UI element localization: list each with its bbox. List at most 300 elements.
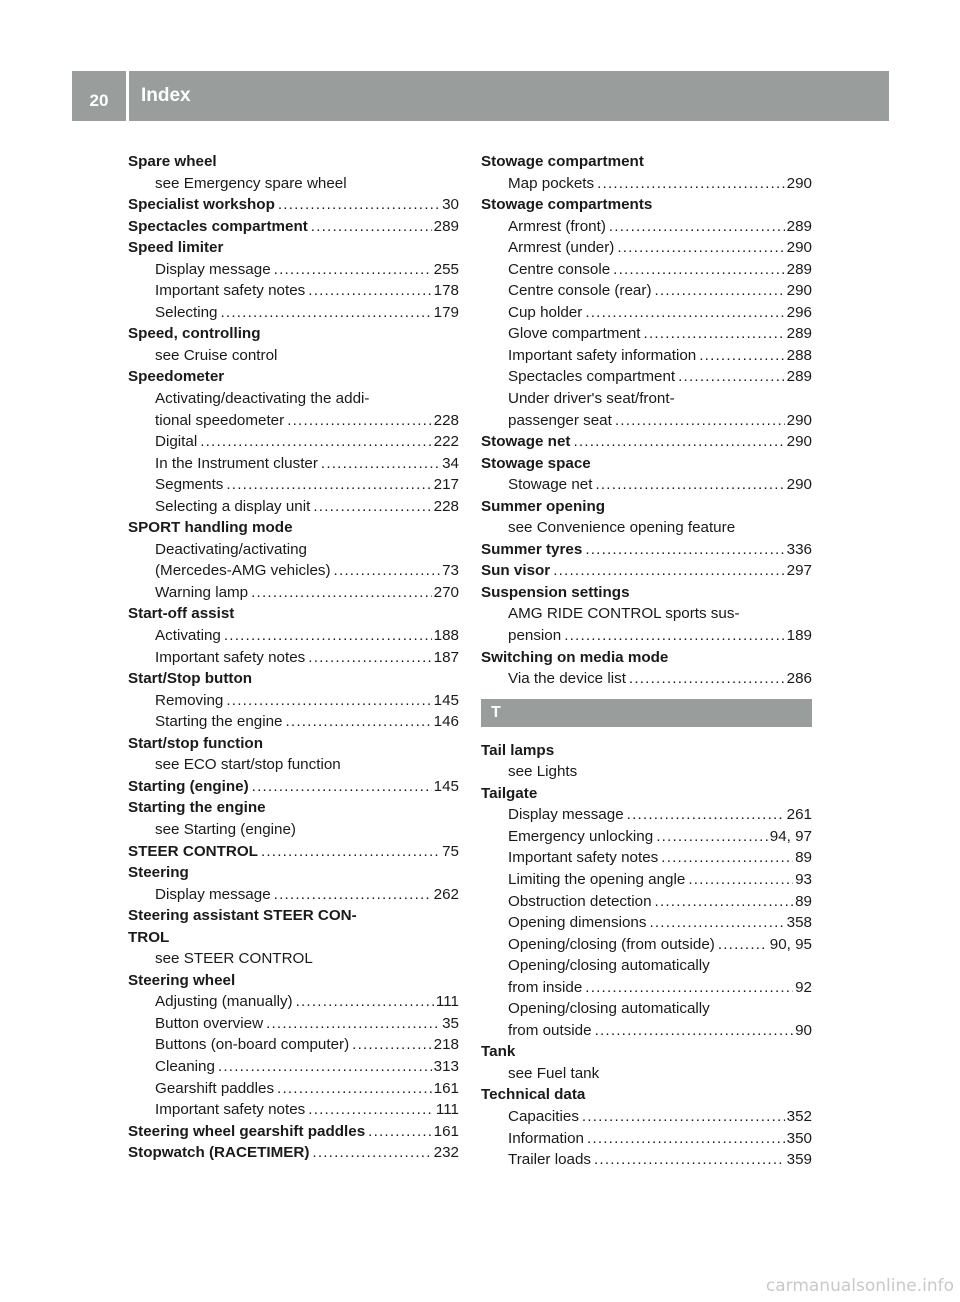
leader-dots (334, 560, 441, 582)
entry-label: Important safety information (508, 346, 697, 364)
index-entry (128, 1121, 459, 1143)
leader-dots (699, 345, 784, 367)
page-reference[interactable]: 89 (795, 892, 812, 910)
entry-label: SPORT handling mode (128, 519, 293, 537)
index-entry (128, 841, 459, 863)
entry-label: Gearshift paddles (155, 1079, 275, 1097)
page-reference[interactable]: 358 (786, 914, 812, 932)
page-reference[interactable]: 94, 97 (769, 827, 812, 845)
leader-dots (218, 1056, 432, 1078)
entry-label: Switching on media mode (481, 648, 669, 666)
entry-label: see STEER CONTROL (155, 950, 313, 968)
index-entry (481, 539, 812, 561)
page-reference[interactable]: 90 (795, 1021, 812, 1039)
page-reference[interactable]: 290 (786, 411, 812, 429)
leader-dots (655, 280, 785, 302)
index-subentry (128, 302, 459, 324)
index-subentry (481, 1020, 812, 1042)
leader-dots (251, 582, 432, 604)
leader-dots (252, 776, 432, 798)
page-reference[interactable]: 90, 95 (769, 935, 812, 953)
leader-dots (287, 410, 431, 432)
index-subentry (128, 582, 459, 604)
index-subentry (128, 388, 459, 410)
index-subentry (481, 847, 812, 869)
leader-dots (597, 173, 785, 195)
entry-label: see Starting (engine) (155, 820, 296, 838)
index-subentry (481, 1149, 812, 1171)
entry-label: Under driver's seat/front- (508, 390, 675, 408)
page-reference[interactable]: 352 (786, 1107, 812, 1125)
page-reference[interactable]: 289 (786, 325, 812, 343)
page-reference[interactable]: 161 (433, 1079, 459, 1097)
index-subentry (481, 517, 812, 539)
index-subentry (128, 496, 459, 518)
page-reference[interactable]: 30 (442, 196, 459, 214)
page-reference[interactable]: 289 (433, 217, 459, 235)
index-entry (128, 797, 459, 819)
entry-label: Stowage space (481, 454, 591, 472)
index-subentry (481, 173, 812, 195)
entry-label: Steering assistant STEER CON- (128, 907, 357, 925)
leader-dots (585, 302, 784, 324)
index-entry (128, 366, 459, 388)
page-reference[interactable]: 89 (795, 849, 812, 867)
entry-label: Specialist workshop (128, 196, 275, 214)
index-subentry (481, 259, 812, 281)
leader-dots (286, 711, 432, 733)
entry-label: Buttons (on-board computer) (155, 1036, 350, 1054)
index-entry (128, 905, 459, 927)
leader-dots (573, 431, 784, 453)
entry-label: STEER CONTROL (128, 842, 258, 860)
entry-label: Adjusting (manually) (155, 993, 293, 1011)
leader-dots (226, 690, 431, 712)
leader-dots (352, 1034, 431, 1056)
leader-dots (585, 539, 784, 561)
entry-label: see Fuel tank (508, 1064, 600, 1082)
page-reference[interactable]: 336 (786, 540, 812, 558)
index-entry (128, 603, 459, 625)
entry-label: Start/stop function (128, 734, 263, 752)
entry-label: AMG RIDE CONTROL sports sus- (508, 605, 740, 623)
index-entry (481, 194, 812, 216)
index-entry (128, 517, 459, 539)
leader-dots (582, 1106, 785, 1128)
leader-dots (649, 912, 784, 934)
index-entry (128, 151, 459, 173)
index-entry (128, 216, 459, 238)
entry-label: Opening dimensions (508, 914, 647, 932)
leader-dots (308, 1099, 434, 1121)
index-subentry (128, 474, 459, 496)
section-letter-heading: T (481, 699, 812, 727)
right-column-top (481, 151, 812, 690)
entry-label: Stowage net (508, 476, 593, 494)
index-subentry (481, 761, 812, 783)
index-subentry (128, 173, 459, 195)
leader-dots (266, 1013, 440, 1035)
page-reference[interactable]: 161 (433, 1122, 459, 1140)
entry-label: Spectacles compartment (128, 217, 308, 235)
index-entry (481, 740, 812, 762)
page-reference[interactable]: 350 (786, 1129, 812, 1147)
index-entry (128, 776, 459, 798)
page-reference[interactable]: 35 (442, 1014, 459, 1032)
leader-dots (311, 216, 432, 238)
entry-label: Suspension settings (481, 583, 630, 601)
page-reference[interactable]: 222 (433, 433, 459, 451)
index-subentry (128, 1034, 459, 1056)
index-entry (128, 927, 459, 949)
index-subentry (481, 216, 812, 238)
index-subentry (128, 453, 459, 475)
leader-dots (644, 323, 785, 345)
index-entry (481, 647, 812, 669)
page-reference[interactable]: 289 (786, 368, 812, 386)
index-subentry (481, 668, 812, 690)
entry-label: Activating (155, 627, 221, 645)
page-reference[interactable]: 261 (786, 806, 812, 824)
entry-label: Important safety notes (155, 282, 306, 300)
page-reference[interactable]: 111 (435, 1101, 459, 1119)
page-reference[interactable]: 359 (786, 1151, 812, 1169)
leader-dots (595, 1020, 794, 1042)
entry-label: from outside (508, 1021, 592, 1039)
page-reference[interactable]: 296 (786, 303, 812, 321)
entry-label: Opening/closing automatically (508, 1000, 710, 1018)
index-subentry (481, 804, 812, 826)
index-entry (128, 323, 459, 345)
leader-dots (629, 668, 785, 690)
entry-label: Display message (508, 806, 624, 824)
index-subentry (128, 690, 459, 712)
leader-dots (655, 891, 794, 913)
watermark: carmanualsonline.info (765, 1276, 954, 1296)
index-subentry (128, 259, 459, 281)
leader-dots (226, 474, 431, 496)
entry-label: Start-off assist (128, 605, 235, 623)
index-subentry (128, 754, 459, 776)
page-reference[interactable]: 290 (786, 174, 812, 192)
entry-label: Starting (engine) (128, 777, 249, 795)
index-subentry (128, 647, 459, 669)
index-subentry (481, 826, 812, 848)
entry-label: Cup holder (508, 303, 583, 321)
entry-label: Removing (155, 691, 224, 709)
page-number: 20 (89, 91, 109, 110)
entry-label: Speed limiter (128, 239, 224, 257)
page-reference[interactable]: 111 (435, 993, 459, 1011)
page-reference[interactable]: 145 (433, 777, 459, 795)
index-subentry (128, 345, 459, 367)
index-subentry (128, 280, 459, 302)
leader-dots (220, 302, 431, 324)
entry-label: Tail lamps (481, 741, 555, 759)
index-subentry (128, 948, 459, 970)
leader-dots (661, 847, 793, 869)
page-reference[interactable]: 228 (433, 411, 459, 429)
index-subentry (128, 539, 459, 561)
leader-dots (296, 991, 434, 1013)
index-subentry (128, 1078, 459, 1100)
index-subentry (481, 1128, 812, 1150)
entry-label: Display message (155, 885, 271, 903)
index-subentry (128, 1099, 459, 1121)
index-subentry (481, 1106, 812, 1128)
page-reference[interactable]: 178 (433, 282, 459, 300)
leader-dots (615, 410, 785, 432)
leader-dots (613, 259, 785, 281)
page-reference[interactable]: 290 (786, 476, 812, 494)
entry-label: Important safety notes (508, 849, 659, 867)
entry-label: Warning lamp (155, 583, 249, 601)
index-subentry (481, 998, 812, 1020)
entry-label: Capacities (508, 1107, 579, 1125)
page-reference[interactable]: 93 (795, 870, 812, 888)
index-entry (481, 496, 812, 518)
entry-label: Sun visor (481, 562, 551, 580)
leader-dots (617, 237, 784, 259)
entry-label: see Convenience opening feature (508, 519, 736, 537)
page-reference[interactable]: 255 (433, 260, 459, 278)
entry-label: Summer opening (481, 497, 606, 515)
page-reference[interactable]: 145 (433, 691, 459, 709)
leader-dots (313, 496, 431, 518)
entry-label: Segments (155, 476, 224, 494)
entry-label: Glove compartment (508, 325, 641, 343)
entry-label: Centre console (rear) (508, 282, 652, 300)
entry-label: Spare wheel (128, 153, 217, 170)
entry-label: TROL (128, 928, 170, 946)
index-entry (481, 1084, 812, 1106)
index-subentry (481, 934, 812, 956)
page-reference[interactable]: 228 (433, 497, 459, 515)
header-divider (126, 71, 129, 121)
index-subentry (481, 603, 812, 625)
leader-dots (718, 934, 768, 956)
index-entry (481, 582, 812, 604)
entry-label: Speedometer (128, 368, 225, 386)
page-reference[interactable]: 297 (786, 562, 812, 580)
page-reference[interactable]: 313 (433, 1057, 459, 1075)
leader-dots (321, 453, 440, 475)
leader-dots (308, 647, 431, 669)
index-subentry (128, 991, 459, 1013)
page-reference[interactable]: 218 (433, 1036, 459, 1054)
index-subentry (128, 410, 459, 432)
index-subentry (481, 237, 812, 259)
page-title: Index (141, 85, 191, 106)
entry-label: Trailer loads (508, 1151, 591, 1169)
leader-dots (553, 560, 784, 582)
page-reference[interactable]: 270 (433, 583, 459, 601)
entry-label: Steering (128, 864, 189, 882)
entry-label: Spectacles compartment (508, 368, 676, 386)
page-reference[interactable]: 290 (786, 433, 812, 451)
entry-label: Activating/deactivating the addi- (155, 390, 370, 408)
leader-dots (678, 366, 785, 388)
leader-dots (656, 826, 768, 848)
leader-dots (587, 1128, 785, 1150)
page-reference[interactable]: 73 (442, 562, 459, 580)
index-entry (481, 453, 812, 475)
index-subentry (481, 912, 812, 934)
entry-label: Display message (155, 260, 271, 278)
entry-label: Emergency unlocking (508, 827, 654, 845)
entry-label: Armrest (front) (508, 217, 606, 235)
index-entry (481, 1041, 812, 1063)
index-subentry (481, 323, 812, 345)
page-reference[interactable]: 179 (433, 303, 459, 321)
leader-dots (278, 194, 440, 216)
index-entry (128, 668, 459, 690)
index-subentry (481, 474, 812, 496)
index-subentry (481, 366, 812, 388)
entry-label: see Cruise control (155, 346, 278, 364)
entry-label: In the Instrument cluster (155, 454, 318, 472)
leader-dots (312, 1142, 431, 1164)
index-entry (128, 862, 459, 884)
index-subentry (128, 819, 459, 841)
entry-label: Important safety notes (155, 648, 306, 666)
page-reference[interactable]: 92 (795, 978, 812, 996)
leader-dots (308, 280, 431, 302)
page-reference[interactable]: 286 (786, 670, 812, 688)
index-subentry (481, 955, 812, 977)
page-reference[interactable]: 290 (786, 239, 812, 257)
entry-label: Map pockets (508, 174, 595, 192)
page-reference[interactable]: 262 (433, 885, 459, 903)
index-subentry (128, 431, 459, 453)
leader-dots (627, 804, 785, 826)
index-subentry (481, 625, 812, 647)
leader-dots (564, 625, 784, 647)
entry-label: Summer tyres (481, 540, 583, 558)
leader-dots (261, 841, 440, 863)
entry-label: Information (508, 1129, 584, 1147)
entry-label: from inside (508, 978, 583, 996)
entry-label: Tank (481, 1043, 516, 1061)
index-subentry (128, 560, 459, 582)
left-column (128, 151, 459, 1164)
page-reference[interactable]: 34 (442, 454, 459, 472)
page-reference[interactable]: 187 (433, 648, 459, 666)
entry-label: Digital (155, 433, 198, 451)
entry-label: Button overview (155, 1014, 264, 1032)
entry-label: Tailgate (481, 784, 538, 802)
leader-dots (688, 869, 793, 891)
index-subentry (481, 891, 812, 913)
entry-label: Steering wheel gearshift paddles (128, 1122, 366, 1140)
entry-label: (Mercedes-AMG vehicles) (155, 562, 331, 580)
page-reference[interactable]: 289 (786, 217, 812, 235)
index-entry (128, 237, 459, 259)
leader-dots (224, 625, 432, 647)
entry-label: Starting the engine (155, 713, 283, 731)
entry-label: tional speedometer (155, 411, 285, 429)
index-entry (128, 970, 459, 992)
entry-label: passenger seat (508, 411, 612, 429)
entry-label: Speed, controlling (128, 325, 261, 343)
entry-label: Opening/closing (from outside) (508, 935, 715, 953)
entry-label: Opening/closing automatically (508, 957, 710, 975)
leader-dots (200, 431, 431, 453)
index-subentry (481, 388, 812, 410)
page-reference[interactable]: 217 (433, 476, 459, 494)
entry-label: Obstruction detection (508, 892, 652, 910)
entry-label: see ECO start/stop function (155, 756, 341, 774)
index-entry (481, 560, 812, 582)
entry-label: Technical data (481, 1086, 586, 1104)
entry-label: Limiting the opening angle (508, 870, 686, 888)
entry-label: see Emergency spare wheel (155, 174, 347, 192)
index-entry (128, 1142, 459, 1164)
index-subentry (128, 1013, 459, 1035)
page-reference[interactable]: 188 (433, 627, 459, 645)
page-reference[interactable]: 75 (442, 842, 459, 860)
right-column-bottom (481, 740, 812, 1171)
entry-label: Steering wheel (128, 971, 236, 989)
page-reference[interactable]: 288 (786, 346, 812, 364)
index-subentry (481, 977, 812, 999)
index-subentry (481, 280, 812, 302)
leader-dots (277, 1078, 432, 1100)
entry-label: Stopwatch (RACETIMER) (128, 1144, 310, 1162)
entry-label: Deactivating/activating (155, 540, 307, 558)
leader-dots (274, 884, 432, 906)
index-entry (128, 733, 459, 755)
entry-label: Armrest (under) (508, 239, 615, 257)
leader-dots (609, 216, 785, 238)
header-bar (72, 71, 889, 121)
page-reference[interactable]: 146 (433, 713, 459, 731)
right-column (481, 151, 812, 1171)
index-subentry (481, 302, 812, 324)
entry-label: Cleaning (155, 1057, 215, 1075)
index-entry (481, 151, 812, 173)
entry-label: Selecting a display unit (155, 497, 311, 515)
entry-label: Stowage compartments (481, 196, 653, 214)
entry-label: see Lights (508, 763, 578, 781)
entry-label: pension (508, 627, 562, 645)
entry-label: Stowage net (481, 433, 571, 451)
entry-label: Stowage compartment (481, 153, 644, 170)
page-reference[interactable]: 289 (786, 260, 812, 278)
leader-dots (595, 474, 784, 496)
page-reference[interactable]: 232 (433, 1144, 459, 1162)
leader-dots (594, 1149, 785, 1171)
index-subentry (128, 711, 459, 733)
entry-label: Selecting (155, 303, 218, 321)
leader-dots (585, 977, 793, 999)
index-subentry (128, 625, 459, 647)
page-reference[interactable]: 189 (786, 627, 812, 645)
index-subentry (481, 869, 812, 891)
entry-label: Starting the engine (128, 799, 266, 817)
index-subentry (481, 345, 812, 367)
index-entry (481, 431, 812, 453)
leader-dots (368, 1121, 431, 1143)
index-subentry (128, 884, 459, 906)
entry-label: Via the device list (508, 670, 626, 688)
leader-dots (274, 259, 432, 281)
entry-label: Centre console (508, 260, 611, 278)
index-subentry (481, 1063, 812, 1085)
page-reference[interactable]: 290 (786, 282, 812, 300)
entry-label: Start/Stop button (128, 670, 253, 688)
index-entry (128, 194, 459, 216)
